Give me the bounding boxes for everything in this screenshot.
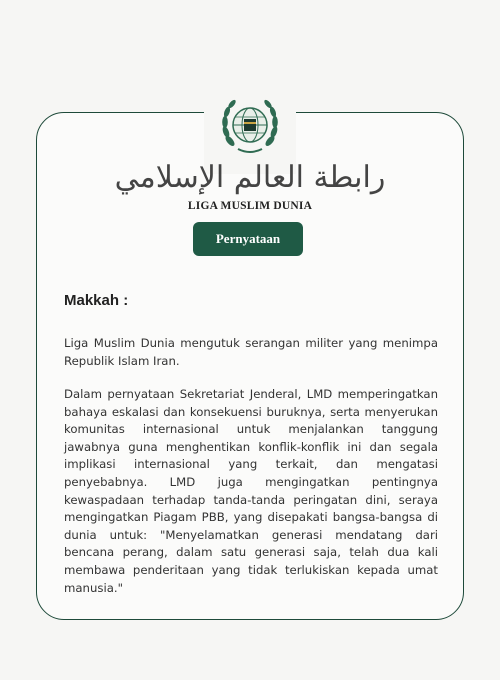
- paragraph-lead: Liga Muslim Dunia mengutuk serangan militer yang menimpa Republik Islam Iran.: [64, 336, 438, 368]
- dateline: Makkah :: [64, 292, 129, 309]
- paragraph-body: Dalam pernyataan Sekretariat Jenderal, LMD memperingatkan bahaya eskalasi dan konsekuensi buruknya, serta menyerukan komunitas internasional untuk menjalankan tanggung jawabnya guna menghentikan konflik-konflik ini dan segala implikasi internasional yang terkait, dan mengatasi penyebabnya. LMD juga mengingatkan pentingnya kewaspadaan terhadap tanda-tanda peringatan dini, seraya mengingatkan Piagam PBB, yang disepakati bangsa-bangsa di dunia untuk: "Menyelamatkan generasi mendatang dari bencana perang, dalam satu generasi saja, telah dua kali membawa penderitaan yang tidak terlukiskan kepada umat manusia.": [64, 387, 438, 595]
- globe-wreath-kaaba-emblem-icon: [220, 97, 280, 159]
- organization-arabic-name: رابطة العالم الإسلامي: [114, 160, 386, 195]
- organization-name: LIGA MUSLIM DUNIA: [187, 200, 313, 212]
- statement-badge: Pernyataan: [193, 222, 303, 256]
